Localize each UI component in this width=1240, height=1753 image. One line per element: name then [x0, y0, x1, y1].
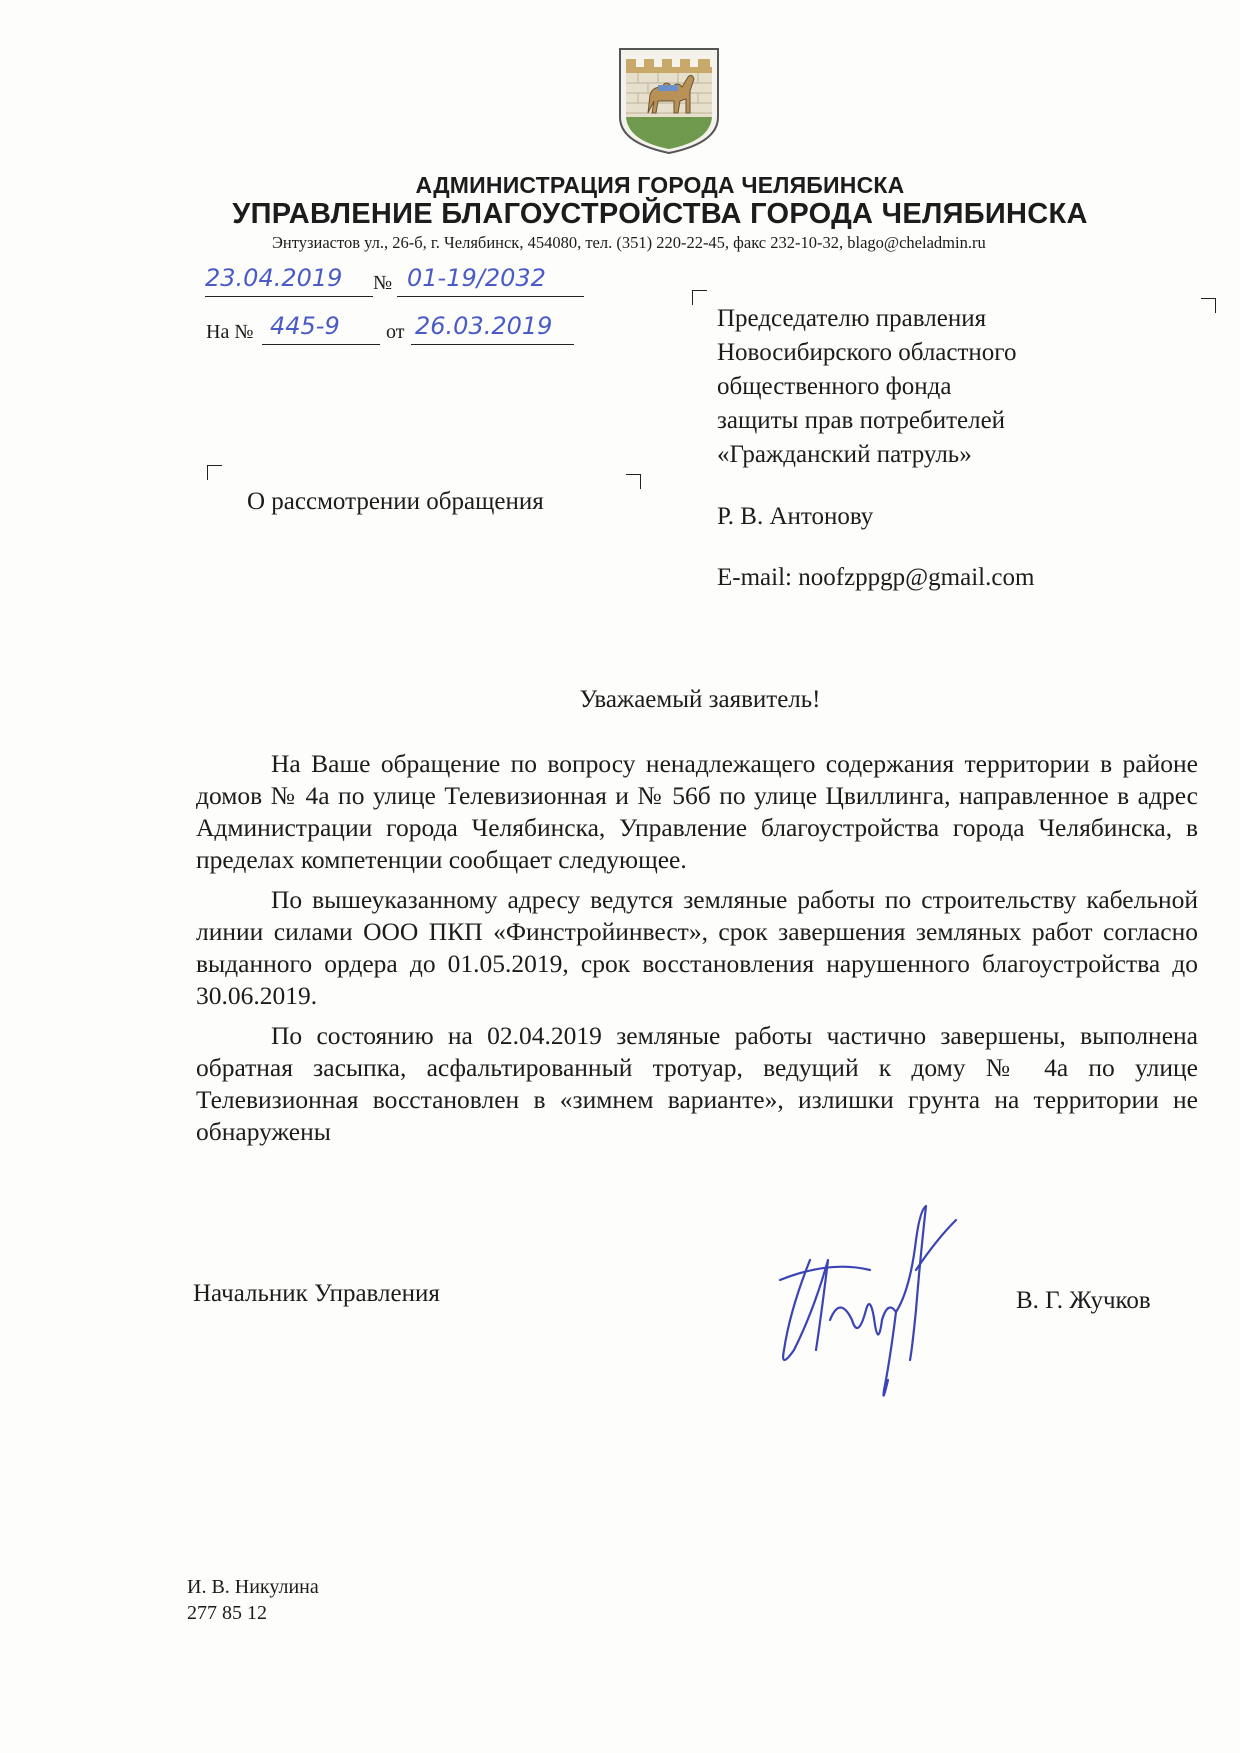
- subject-corner-top-left: [207, 465, 222, 480]
- recipient-line: общественного фонда: [717, 373, 952, 400]
- from-label: от: [386, 321, 405, 343]
- greeting: Уважаемый заявитель!: [579, 686, 821, 713]
- handwritten-signature: [770, 1200, 960, 1410]
- body-paragraph: По вышеуказанному адресу ведутся земляные работы по строительству кабельной линии силами ООО ПКП «Финстройинвест», срок завершения земляных работ согласно выданного ордера до 01.05.2019, срок восстановления нарушенного благоустройства до 30.06.2019.: [196, 885, 1198, 1010]
- letter-body: [196, 748, 1198, 1148]
- department-heading: УПРАВЛЕНИЕ БЛАГОУСТРОЙСТВА ГОРОДА ЧЕЛЯБИНСКА: [232, 198, 1088, 230]
- executor-block: [187, 1574, 319, 1626]
- reply-to-label: На №: [206, 321, 254, 343]
- letter-subject: О рассмотрении обращения: [247, 488, 544, 515]
- recipient-block: [717, 302, 1034, 595]
- recipient-line: «Гражданский патруль»: [717, 441, 972, 468]
- recipient-email: E-mail: noofzppgp@gmail.com: [717, 564, 1035, 591]
- city-coat-of-arms-emblem: [618, 47, 720, 155]
- signatory-name: В. Г. Жучков: [1016, 1287, 1151, 1314]
- recipient-corner-top-right: [1201, 298, 1216, 313]
- administration-heading: АДМИНИСТРАЦИЯ ГОРОДА ЧЕЛЯБИНСКА: [415, 172, 905, 198]
- reply-to-date-field: [411, 312, 574, 345]
- recipient-name: Р. В. Антонову: [717, 503, 874, 530]
- body-paragraph: По состоянию на 02.04.2019 земляные работы частично завершены, выполнена обратная засыпка, асфальтированный тротуар, ведущий к дому № 4а по улице Телевизионная восстановлен в «зимнем варианте», излишки грунта на территории не обнаружены: [196, 1021, 1198, 1146]
- department-contact-line: Энтузиастов ул., 26-б, г. Челябинск, 454080, тел. (351) 220-22-45, факс 232-10-32, blago@cheladmin.ru: [272, 233, 986, 252]
- recipient-corner-top-left: [692, 290, 707, 305]
- reply-to-number-handwritten: 445-9: [270, 312, 340, 340]
- body-paragraph: На Ваше обращение по вопросу ненадлежащего содержания территории в районе домов № 4а по улице Телевизионная и № 56б по улице Цвиллинга, направленное в адрес Администрации города Челябинска, Управление благоустройства города Челябинска, в пределах компетенции сообщает следующее.: [196, 749, 1198, 874]
- subject-corner-top-right: [626, 474, 641, 489]
- outgoing-number-field: [397, 264, 584, 297]
- signatory-position: Начальник Управления: [193, 1280, 440, 1307]
- recipient-line: Председателю правления: [717, 305, 987, 332]
- executor-phone: 277 85 12: [187, 1602, 267, 1624]
- recipient-line: Новосибирского областного: [717, 339, 1017, 366]
- number-label: №: [373, 272, 393, 294]
- outgoing-number-handwritten: 01-19/2032: [407, 264, 546, 292]
- executor-name: И. В. Никулина: [187, 1576, 319, 1598]
- recipient-line: защиты прав потребителей: [717, 407, 1006, 434]
- outgoing-date-handwritten: 23.04.2019: [205, 264, 343, 292]
- reply-to-date-handwritten: 26.03.2019: [415, 312, 553, 340]
- reply-to-number-field: [262, 312, 380, 345]
- outgoing-date-field: [205, 264, 373, 297]
